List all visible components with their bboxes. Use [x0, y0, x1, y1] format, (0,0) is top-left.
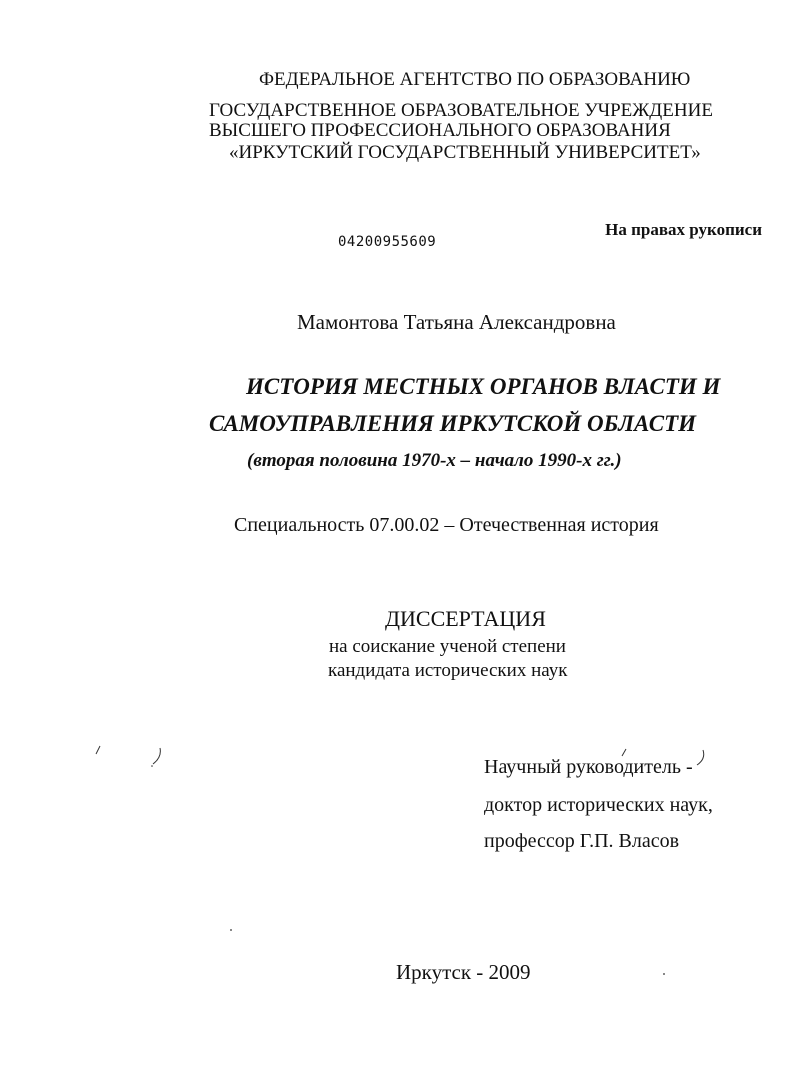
scan-mark [96, 746, 100, 754]
advisor-line-1: Научный руководитель - [484, 756, 693, 778]
scan-mark [153, 748, 160, 764]
agency-heading: ФЕДЕРАЛЬНОЕ АГЕНТСТВО ПО ОБРАЗОВАНИЮ [259, 69, 691, 90]
author-name: Мамонтова Татьяна Александровна [297, 310, 616, 334]
scan-mark [622, 749, 626, 756]
document-code: 04200955609 [338, 234, 437, 250]
institution-line-2: ВЫСШЕГО ПРОФЕССИОНАЛЬНОГО ОБРАЗОВАНИЯ [209, 120, 671, 141]
title-period: (вторая половина 1970-х – начало 1990-х гг.) [247, 450, 622, 471]
institution-line-1: ГОСУДАРСТВЕННОЕ ОБРАЗОВАТЕЛЬНОЕ УЧРЕЖДЕНИЕ [209, 100, 713, 121]
scan-mark [230, 929, 232, 931]
scan-mark [697, 750, 704, 765]
degree-line-2: кандидата исторических наук [328, 660, 568, 681]
institution-line-3: «ИРКУТСКИЙ ГОСУДАРСТВЕННЫЙ УНИВЕРСИТЕТ» [229, 142, 701, 163]
dissertation-heading: ДИССЕРТАЦИЯ [385, 606, 546, 631]
manuscript-note: На правах рукописи [605, 220, 762, 239]
advisor-line-2: доктор исторических наук, [484, 794, 713, 816]
specialty: Специальность 07.00.02 – Отечественная история [234, 514, 659, 536]
scan-mark [151, 765, 153, 767]
title-line-2: САМОУПРАВЛЕНИЯ ИРКУТСКОЙ ОБЛАСТИ [209, 411, 697, 436]
scan-mark [663, 973, 665, 975]
title-line-1: ИСТОРИЯ МЕСТНЫХ ОРГАНОВ ВЛАСТИ И [246, 374, 721, 399]
degree-line-1: на соискание ученой степени [329, 636, 566, 657]
city-year: Иркутск - 2009 [396, 960, 531, 984]
advisor-line-3: профессор Г.П. Власов [484, 830, 680, 852]
